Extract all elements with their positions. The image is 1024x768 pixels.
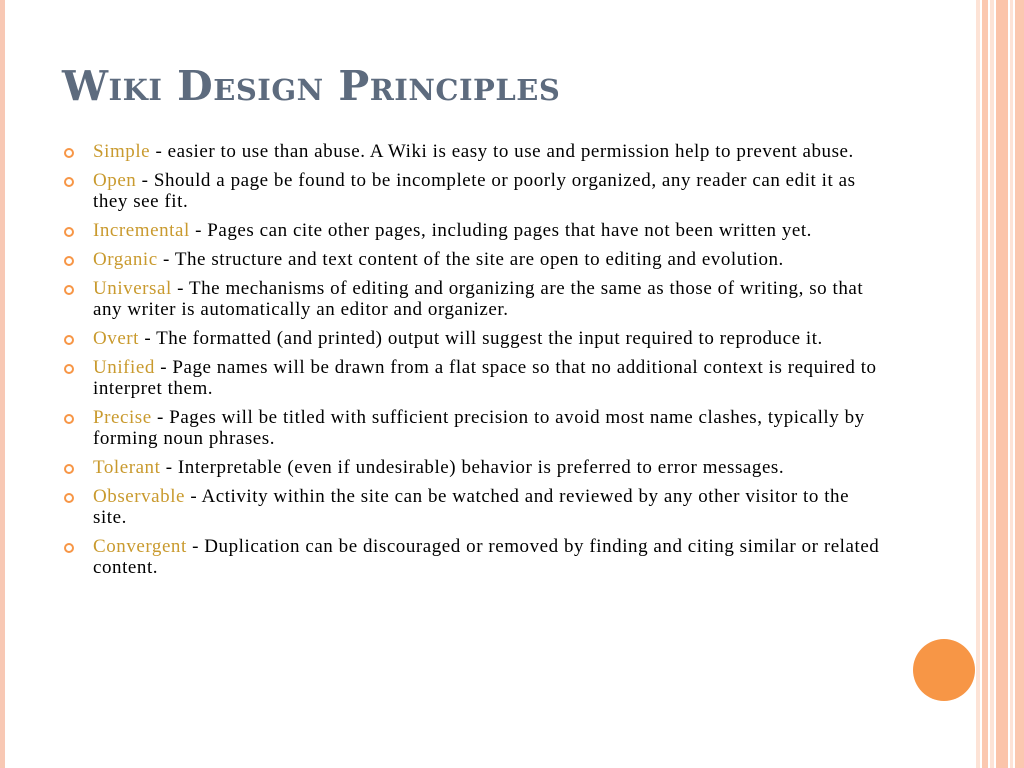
bullet-ring-icon (64, 493, 74, 503)
principles-list (62, 141, 884, 586)
principle-description: - easier to use than abuse. A Wiki is easy to use and permission help to prevent abuse. (150, 141, 854, 162)
list-item-organic (62, 249, 884, 270)
list-item-universal (62, 278, 884, 320)
principle-term: Open (93, 170, 137, 191)
left-border-decoration (0, 0, 5, 768)
list-item-simple (62, 141, 884, 162)
list-item-incremental (62, 220, 884, 241)
bullet-ring-icon (64, 256, 74, 266)
list-item-observable (62, 486, 884, 528)
principle-term: Precise (93, 407, 152, 428)
principle-term: Universal (93, 278, 172, 299)
bullet-ring-icon (64, 543, 74, 553)
principle-term: Tolerant (93, 457, 161, 478)
principle-term: Simple (93, 141, 151, 162)
list-item-overt (62, 328, 884, 349)
list-item-open (62, 170, 884, 212)
list-item-tolerant (62, 457, 884, 478)
principle-description: - Page names will be drawn from a flat space so that no additional context is required to interpret them. (93, 357, 877, 399)
principle-term: Incremental (93, 220, 190, 241)
principle-description: - Should a page be found to be incomplete or poorly organized, any reader can edit it as they see fit. (93, 170, 856, 212)
stripe-4 (996, 0, 1008, 768)
principle-term: Convergent (93, 536, 187, 557)
principle-description: - The structure and text content of the site are open to editing and evolution. (157, 249, 784, 270)
stripe-1 (976, 0, 980, 768)
principle-description: - The formatted (and printed) output will suggest the input required to reproduce it. (139, 328, 823, 349)
right-stripe-decoration (976, 0, 1024, 768)
principle-description: - Pages will be titled with sufficient precision to avoid most name clashes, typically by forming noun phrases. (93, 407, 865, 449)
principle-term: Observable (93, 486, 186, 507)
bullet-ring-icon (64, 464, 74, 474)
stripe-6 (1015, 0, 1024, 768)
principle-term: Organic (93, 249, 158, 270)
principle-term: Overt (93, 328, 140, 349)
list-item-convergent (62, 536, 884, 578)
stripe-3 (990, 0, 994, 768)
bullet-ring-icon (64, 414, 74, 424)
bullet-ring-icon (64, 177, 74, 187)
principle-description: - Pages can cite other pages, including pages that have not been written yet. (189, 220, 812, 241)
bullet-ring-icon (64, 227, 74, 237)
stripe-5 (1010, 0, 1013, 768)
principle-description: - Activity within the site can be watched and reviewed by any other visitor to the site. (93, 486, 850, 528)
list-item-unified (62, 357, 884, 399)
bullet-ring-icon (64, 335, 74, 345)
bullet-ring-icon (64, 285, 74, 295)
principle-description: - Interpretable (even if undesirable) behavior is preferred to error messages. (160, 457, 785, 478)
principle-term: Unified (93, 357, 155, 378)
orange-circle-decoration (913, 639, 975, 701)
bullet-ring-icon (64, 364, 74, 374)
slide-title: Wiki Design Principles (62, 62, 561, 110)
principle-description: - The mechanisms of editing and organizing are the same as those of writing, so that any writer is automatically an editor and organizer. (93, 278, 864, 320)
list-item-precise (62, 407, 884, 449)
bullet-ring-icon (64, 148, 74, 158)
principle-description: - Duplication can be discouraged or removed by finding and citing similar or related content. (93, 536, 880, 578)
stripe-2 (982, 0, 988, 768)
